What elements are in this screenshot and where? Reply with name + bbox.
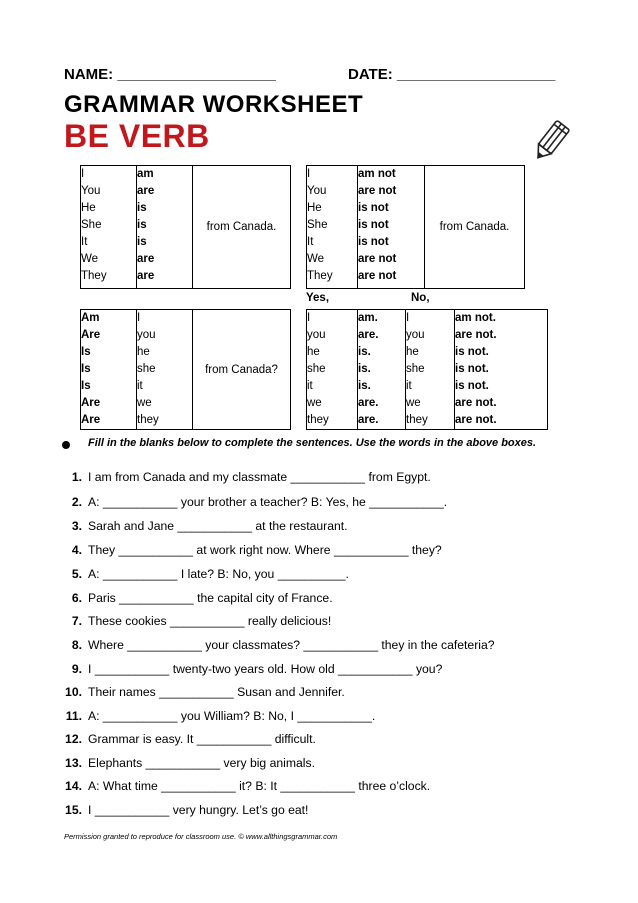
verb-cell: Are [81, 414, 101, 426]
exercise-item [60, 614, 331, 632]
exercise-text: I ___________ twenty-two years old. How old ___________ you? [88, 662, 443, 676]
pronoun-cell: she [307, 363, 326, 375]
yes-verb-column [358, 310, 406, 430]
exercise-number: 9. [71, 662, 82, 676]
exercise-text: I ___________ very hungry. Let’s go eat! [88, 803, 309, 817]
phrase-cell: from Canada? [193, 310, 291, 430]
verb-cell: are not [358, 270, 397, 282]
exercise-number: 14. [65, 779, 82, 793]
pronoun-column [137, 310, 193, 430]
exercise-item [60, 591, 333, 609]
verb-cell: Is [81, 346, 91, 358]
pronoun-cell: You [81, 185, 101, 197]
exercise-text: They ___________ at work right now. Where ___________ they? [88, 543, 442, 557]
verb-cell: Are [81, 329, 101, 341]
exercise-text: I am from Canada and my classmate ___________ from Egypt. [88, 470, 431, 484]
exercise-text: Where ___________ your classmates? ___________ they in the cafeteria? [88, 638, 495, 652]
pronoun-cell: they [307, 414, 329, 426]
negative-table [306, 165, 525, 289]
verb-column [137, 166, 193, 289]
verb-cell: is not. [455, 346, 489, 358]
exercise-item [60, 638, 495, 656]
exercise-number: 4. [71, 543, 82, 557]
exercise-text: Sarah and Jane ___________ at the restaurant. [88, 519, 348, 533]
verb-cell: are. [358, 397, 379, 409]
pronoun-cell: they [137, 414, 159, 426]
verb-cell: are not [358, 185, 397, 197]
verb-cell: is not. [455, 380, 489, 392]
verb-cell: are not [358, 253, 397, 265]
exercise-item [60, 756, 315, 774]
verb-cell: is [137, 202, 147, 214]
yes-pronoun-column [307, 310, 358, 430]
exercise-item [60, 567, 349, 585]
no-label: No, [411, 292, 430, 304]
verb-cell: am not [358, 168, 396, 180]
exercise-number: 10. [65, 685, 82, 699]
verb-cell: is. [358, 346, 371, 358]
exercise-text: A: ___________ I late? B: No, you __________. [88, 567, 349, 581]
pronoun-cell: it [307, 380, 313, 392]
pronoun-column [307, 166, 358, 289]
bullet-icon [62, 441, 70, 449]
pronoun-cell: we [137, 397, 152, 409]
verb-cell: is. [358, 380, 371, 392]
verb-cell: is [137, 236, 147, 248]
pronoun-column [81, 166, 137, 289]
pronoun-cell: we [307, 397, 322, 409]
pronoun-cell: We [307, 253, 325, 265]
verb-cell: are [137, 270, 155, 282]
verb-cell: are [137, 253, 155, 265]
verb-cell: are not. [455, 397, 497, 409]
verb-cell: Is [81, 363, 91, 375]
phrase-cell: from Canada. [193, 166, 291, 289]
exercise-text: Their names ___________ Susan and Jennifer. [88, 685, 345, 699]
verb-cell: is not [358, 236, 389, 248]
exercise-number: 7. [71, 614, 82, 628]
verb-cell: are. [358, 329, 379, 341]
pronoun-cell: it [137, 380, 143, 392]
verb-cell: Is [81, 380, 91, 392]
short-answer-table [306, 309, 548, 430]
verb-cell: are not. [455, 414, 497, 426]
exercise-number: 13. [65, 756, 82, 770]
verb-cell: Am [81, 312, 100, 324]
exercise-item [60, 685, 345, 703]
verb-cell: are [137, 185, 155, 197]
exercise-number: 8. [71, 638, 82, 652]
pronoun-cell: I [406, 312, 410, 324]
exercise-item [60, 709, 375, 727]
yes-label: Yes, [306, 292, 330, 304]
exercise-text: Paris ___________ the capital city of France. [88, 591, 333, 605]
no-pronoun-column [406, 310, 455, 430]
affirmative-table [80, 165, 291, 289]
worksheet-title: GRAMMAR WORKSHEET [64, 91, 364, 118]
pronoun-cell: you [137, 329, 156, 341]
exercise-item [60, 543, 442, 561]
pronoun-cell: you [406, 329, 425, 341]
verb-cell: is not [358, 202, 389, 214]
exercise-item [60, 519, 348, 537]
verb-column [81, 310, 137, 430]
pronoun-cell: he [307, 346, 320, 358]
question-table [80, 309, 291, 430]
exercise-number: 1. [71, 470, 82, 484]
exercise-text: A: ___________ you William? B: No, I ___________. [88, 709, 376, 723]
permission-footer: Permission granted to reproduce for classroom use. © www.allthingsgrammar.com [64, 832, 338, 841]
verb-cell: are. [358, 414, 379, 426]
exercise-item [60, 495, 447, 513]
exercise-item [60, 470, 431, 488]
worksheet-subtitle: BE VERB [64, 118, 210, 154]
verb-cell: am [137, 168, 154, 180]
verb-cell: is not. [455, 363, 489, 375]
verb-cell: am not. [455, 312, 496, 324]
pronoun-cell: she [137, 363, 156, 375]
pronoun-cell: I [307, 168, 311, 180]
pronoun-cell: You [307, 185, 327, 197]
exercise-number: 15. [65, 803, 82, 817]
exercise-number: 3. [71, 519, 82, 533]
pronoun-cell: you [307, 329, 326, 341]
no-verb-column [455, 310, 548, 430]
exercise-number: 11. [65, 709, 82, 723]
verb-column [358, 166, 425, 289]
pronoun-cell: I [307, 312, 311, 324]
exercise-item [60, 779, 430, 797]
exercise-text: A: What time ___________ it? B: It ___________ three o’clock. [88, 779, 431, 793]
verb-cell: Are [81, 397, 101, 409]
phrase-cell: from Canada. [425, 166, 525, 289]
pronoun-cell: I [81, 168, 85, 180]
pronoun-cell: he [137, 346, 150, 358]
exercise-text: Elephants ___________ very big animals. [88, 756, 315, 770]
name-field-label: NAME: ___________________ [64, 66, 276, 83]
pronoun-cell: They [307, 270, 333, 282]
verb-cell: is [137, 219, 147, 231]
pencil-icon [528, 118, 574, 164]
pronoun-cell: she [406, 363, 425, 375]
date-field-label: DATE: ___________________ [348, 66, 556, 83]
pronoun-cell: it [406, 380, 412, 392]
pronoun-cell: we [406, 397, 421, 409]
pronoun-cell: He [81, 202, 96, 214]
verb-cell: is not [358, 219, 389, 231]
pronoun-cell: He [307, 202, 322, 214]
exercise-number: 12. [65, 732, 82, 746]
pronoun-cell: he [406, 346, 419, 358]
exercise-number: 2. [71, 495, 82, 509]
verb-cell: is. [358, 363, 371, 375]
exercise-text: These cookies ___________ really delicious! [88, 614, 332, 628]
pronoun-cell: It [307, 236, 314, 248]
exercise-text: A: ___________ your brother a teacher? B: Yes, he ___________. [88, 495, 448, 509]
exercise-text: Grammar is easy. It ___________ difficult. [88, 732, 316, 746]
pronoun-cell: She [307, 219, 328, 231]
pronoun-cell: they [406, 414, 428, 426]
pronoun-cell: I [137, 312, 141, 324]
pronoun-cell: It [81, 236, 88, 248]
pronoun-cell: She [81, 219, 102, 231]
exercise-item [60, 662, 442, 680]
pronoun-cell: They [81, 270, 107, 282]
instructions-text: Fill in the blanks below to complete the sentences. Use the words in the above boxes. [88, 437, 537, 449]
exercise-item [60, 803, 308, 821]
pronoun-cell: We [81, 253, 99, 265]
verb-cell: am. [358, 312, 378, 324]
exercise-item [60, 732, 316, 750]
exercise-number: 6. [71, 591, 82, 605]
exercise-number: 5. [71, 567, 82, 581]
verb-cell: are not. [455, 329, 497, 341]
